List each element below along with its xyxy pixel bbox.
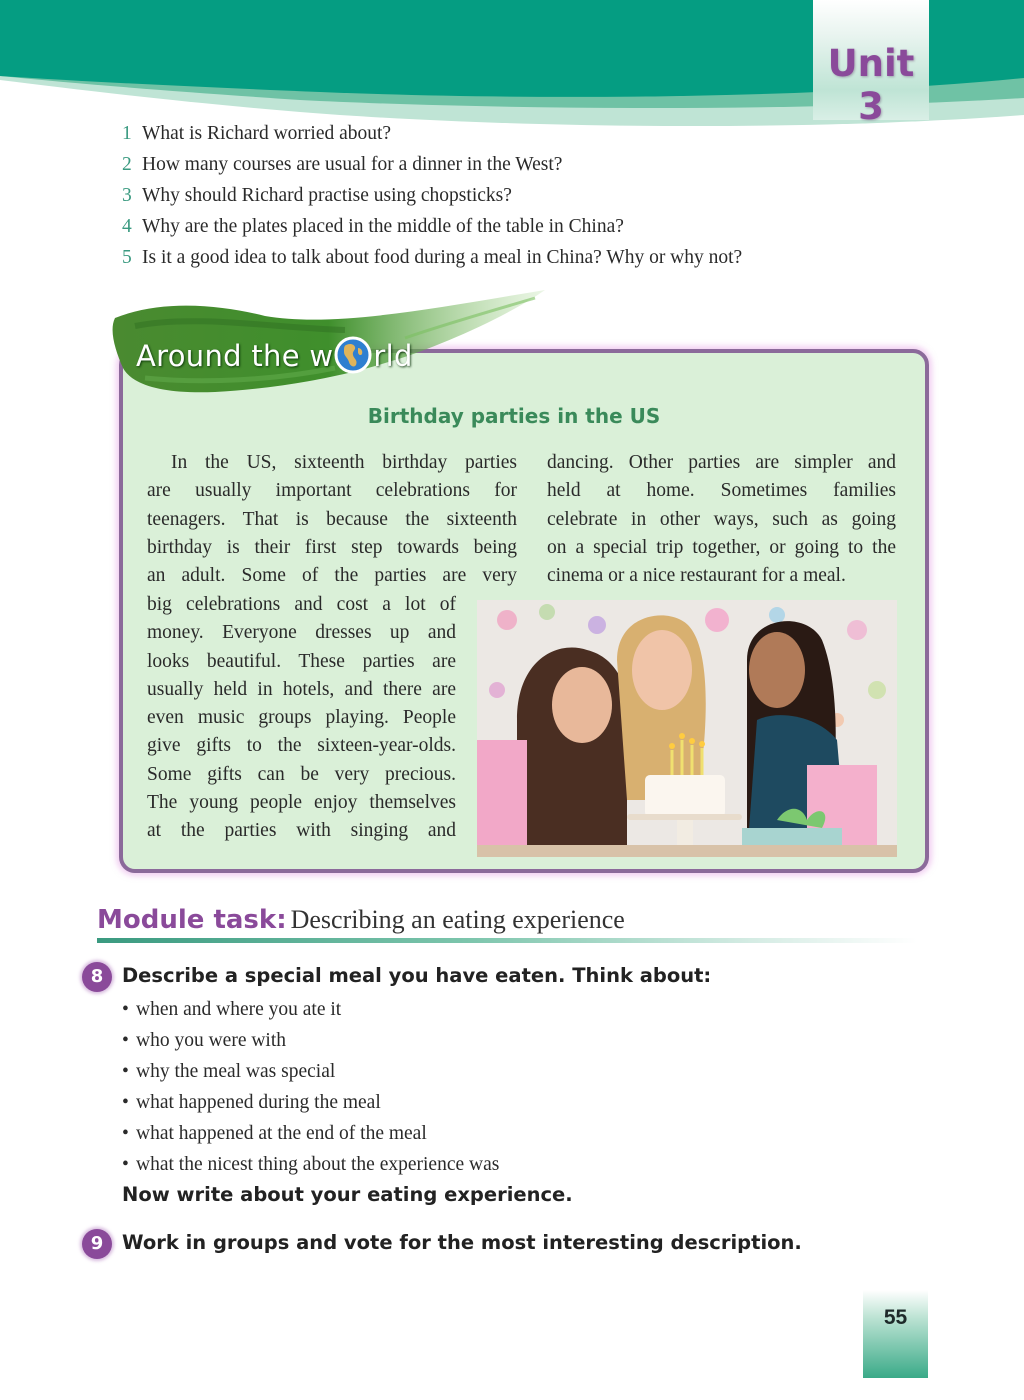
around-the-world-title: Around the w rld	[136, 336, 413, 374]
bullet-icon: •	[122, 1030, 129, 1051]
think-about-list	[122, 994, 499, 1180]
birthday-party-photo	[477, 600, 897, 857]
question-number: 5	[122, 247, 132, 268]
follow-up-instruction: Now write about your eating experience.	[122, 1183, 573, 1206]
question-text: Why should Richard practise using chopsticks?	[142, 185, 512, 206]
article-line: The young people enjoy themselves	[147, 792, 456, 814]
list-item: • what happened during the meal	[122, 1087, 499, 1118]
unit-label: Unit 3	[827, 42, 915, 128]
article-line: held at home. Sometimes families	[547, 480, 896, 502]
article-line: are usually important celebrations for	[147, 480, 517, 502]
bullet-icon: •	[122, 1092, 129, 1113]
question-text: How many courses are usual for a dinner in the West?	[142, 154, 563, 175]
globe-icon	[334, 336, 372, 374]
question-number: 3	[122, 185, 132, 206]
article-line: give gifts to the sixteen-year-olds.	[147, 735, 456, 757]
article-line: usually held in hotels, and there are	[147, 678, 456, 700]
list-item: • who you were with	[122, 1025, 499, 1056]
list-item: • what the nicest thing about the experience was	[122, 1149, 499, 1180]
question-item	[122, 242, 742, 273]
page-number: 55	[883, 1306, 908, 1329]
article-title: Birthday parties in the US	[367, 404, 661, 428]
article-line: at the parties with singing and	[147, 820, 456, 842]
activity-number-badge: 8	[82, 962, 112, 992]
question-text: What is Richard worried about?	[142, 123, 392, 144]
article-line: looks beautiful. These parties are	[147, 650, 456, 672]
activity-instruction: Describe a special meal you have eaten. Think about:	[122, 964, 712, 987]
question-number: 2	[122, 154, 132, 175]
question-item	[122, 118, 742, 149]
question-number: 4	[122, 216, 132, 237]
bullet-icon: •	[122, 999, 129, 1020]
question-item	[122, 149, 742, 180]
question-item	[122, 211, 742, 242]
article-right	[547, 449, 896, 590]
article-line: birthday is their first step towards being	[147, 536, 517, 558]
article-line: on a special trip together, or going to the	[547, 536, 896, 558]
activity-number-badge: 9	[82, 1229, 112, 1259]
article-left-bottom	[147, 591, 456, 846]
article-left-top	[147, 449, 517, 590]
module-task-subtitle: Describing an eating experience	[290, 905, 625, 934]
list-item: • what happened at the end of the meal	[122, 1118, 499, 1149]
article-line: dancing. Other parties are simpler and	[547, 452, 896, 473]
question-number: 1	[122, 123, 132, 144]
activity-instruction: Work in groups and vote for the most interesting description.	[122, 1231, 802, 1254]
question-text: Is it a good idea to talk about food during a meal in China? Why or why not?	[142, 247, 743, 268]
question-list	[122, 118, 742, 273]
question-item	[122, 180, 742, 211]
article-line: teenagers. That is because the sixteenth	[147, 508, 517, 530]
article-line: cinema or a nice restaurant for a meal.	[547, 565, 846, 587]
article-line: big celebrations and cost a lot of	[147, 594, 456, 615]
module-task-heading	[97, 905, 625, 935]
module-task-label: Module task:	[97, 905, 287, 935]
list-item: • when and where you ate it	[122, 994, 499, 1025]
article-line: In the US, sixteenth birthday parties	[171, 452, 517, 473]
bullet-icon: •	[122, 1061, 129, 1082]
article-line: celebrate in other ways, such as going	[547, 508, 896, 530]
bullet-icon: •	[122, 1123, 129, 1144]
question-text: Why are the plates placed in the middle of the table in China?	[142, 216, 624, 237]
article-line: even music groups playing. People	[147, 707, 456, 729]
article-line: Some gifts can be very precious.	[147, 763, 456, 785]
article-line: money. Everyone dresses up and	[147, 622, 456, 644]
page-number-tab	[863, 1290, 928, 1378]
list-item: • why the meal was special	[122, 1056, 499, 1087]
module-task-divider	[97, 938, 917, 943]
bullet-icon: •	[122, 1154, 129, 1175]
article-line: an adult. Some of the parties are very	[147, 565, 517, 587]
